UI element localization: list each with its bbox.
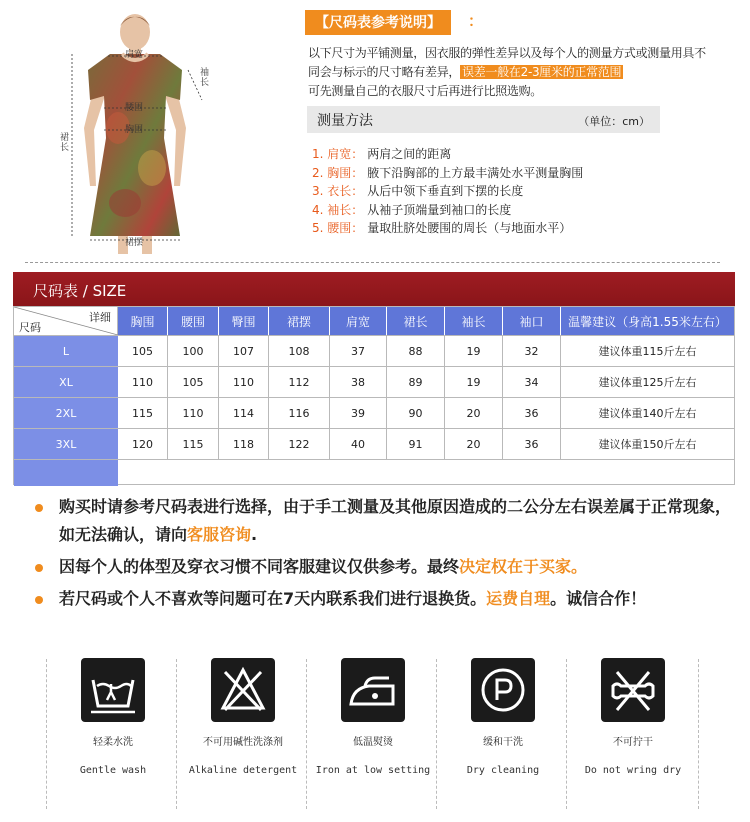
column-header: 胸围 xyxy=(118,307,168,335)
bullet-dot xyxy=(35,564,43,572)
table-cell: 36 xyxy=(503,429,561,459)
size-label-empty xyxy=(14,460,118,486)
table-cell: 112 xyxy=(269,367,330,397)
table-row xyxy=(14,335,734,366)
reference-text-part1: 以下尺寸为平铺测量，因衣服的弹性差异以及每个人的测量方式或测量用具不同会与标示的尺寸略有差异， xyxy=(308,46,706,79)
note-text: 。诚信合作！ xyxy=(550,589,647,608)
size-label: 3XL xyxy=(14,429,118,459)
waist-label: 腰围 xyxy=(125,103,144,113)
note-text: 购买时请参考尺码表进行选择，由于手工测量及其他原因造成的二公分左右误差属于正常现象， 如无法确认，请向 xyxy=(59,497,732,544)
size-label: L xyxy=(14,336,118,366)
care-label-en: Alkaline detergent xyxy=(188,765,298,776)
corner-size-label: 尺码 xyxy=(19,321,41,334)
table-row xyxy=(14,366,734,397)
table-cell: 91 xyxy=(387,429,445,459)
dress-model-illustration xyxy=(40,8,250,258)
table-cell: 114 xyxy=(219,398,269,428)
note-emphasis: 决定权在于买家。 xyxy=(459,557,588,576)
table-cell: 110 xyxy=(168,398,219,428)
method-key: 3. 衣长： xyxy=(312,184,364,198)
reference-highlight: 误差一般在2-3厘米的正常范围 xyxy=(462,65,622,79)
care-label-cn: 轻柔水洗 xyxy=(93,737,133,748)
care-divider xyxy=(306,659,307,809)
table-corner-cell xyxy=(14,307,118,335)
table-cell: 105 xyxy=(118,336,168,366)
table-cell: 建议体重125斤左右 xyxy=(598,376,697,389)
size-table-title: 尺码表 / SIZE xyxy=(33,282,127,300)
table-header-row xyxy=(14,307,734,335)
column-header: 袖口 xyxy=(503,307,561,335)
size-label: 2XL xyxy=(14,398,118,428)
chest-label: 胸围 xyxy=(125,125,144,135)
care-label-en: Do not wring dry xyxy=(584,765,682,776)
bullet-dot xyxy=(35,596,43,604)
size-table-header xyxy=(13,272,735,306)
table-cell: 108 xyxy=(269,336,330,366)
method-key: 2. 胸围： xyxy=(312,165,364,180)
method-key: 1. 肩宽： xyxy=(312,147,364,161)
reference-colon: ： xyxy=(468,12,484,30)
no-alkaline-icon xyxy=(211,658,275,722)
table-cell: 34 xyxy=(503,367,561,397)
table-row-empty xyxy=(14,459,734,485)
method-item xyxy=(312,145,672,164)
model-figure xyxy=(40,8,250,258)
care-label-cn: 不可用碱性洗涤剂 xyxy=(203,737,283,748)
dry-clean-icon xyxy=(471,658,535,722)
table-cell: 116 xyxy=(269,398,330,428)
care-item xyxy=(310,655,432,810)
column-header: 肩宽 xyxy=(330,307,387,335)
care-divider xyxy=(698,659,699,809)
care-item xyxy=(180,655,302,810)
hem-label: 裙摆 xyxy=(125,238,144,248)
table-cell: 37 xyxy=(330,336,387,366)
table-row xyxy=(14,428,734,459)
table-cell: 19 xyxy=(445,336,503,366)
method-item xyxy=(312,164,672,183)
method-key: 4. 袖长： xyxy=(312,202,364,217)
method-desc: 量取肚脐处腰围的周长（与地面水平） xyxy=(367,221,572,235)
size-table xyxy=(13,306,735,485)
care-label-en: Gentle wash xyxy=(79,765,147,776)
note-text: . xyxy=(251,525,258,544)
table-cell: 88 xyxy=(387,336,445,366)
care-item xyxy=(440,655,562,810)
note-text: 因每个人的体型及穿衣习惯不同客服建议仅供参考。最终 xyxy=(59,557,460,576)
care-divider xyxy=(566,659,567,809)
table-cell: 120 xyxy=(118,429,168,459)
method-item xyxy=(312,201,672,220)
note-item xyxy=(33,493,733,549)
method-unit: （单位：cm） xyxy=(578,115,650,128)
low-iron-icon xyxy=(341,658,405,722)
note-emphasis: 运费自理 xyxy=(486,589,551,608)
method-item xyxy=(312,219,672,238)
method-header xyxy=(307,106,660,133)
column-header: 腰围 xyxy=(168,307,219,335)
table-cell: 105 xyxy=(168,367,219,397)
table-cell: 20 xyxy=(445,398,503,428)
length-label: 裙长 xyxy=(60,133,70,153)
reference-text-part2: 可先测量自己的衣服尺寸后再进行比照选购。 xyxy=(308,84,543,98)
table-cell: 36 xyxy=(503,398,561,428)
note-item xyxy=(33,553,733,581)
table-cell: 90 xyxy=(387,398,445,428)
method-item xyxy=(312,182,672,201)
care-label-cn: 缓和干洗 xyxy=(483,737,523,748)
table-cell: 100 xyxy=(168,336,219,366)
gentle-wash-icon xyxy=(81,658,145,722)
table-cell: 110 xyxy=(118,367,168,397)
table-cell: 89 xyxy=(387,367,445,397)
table-cell: 39 xyxy=(330,398,387,428)
note-item xyxy=(33,585,733,613)
method-desc: 从后中领下垂直到下摆的长度 xyxy=(367,184,524,198)
table-cell: 19 xyxy=(445,367,503,397)
table-cell: 建议体重150斤左右 xyxy=(598,438,697,451)
care-label-en: Iron at low setting xyxy=(315,765,431,776)
column-header: 裙长 xyxy=(387,307,445,335)
reference-title: 【尺码表参考说明】 xyxy=(305,10,451,35)
shoulder-label: 肩宽 xyxy=(125,50,144,60)
care-instructions xyxy=(50,655,710,810)
table-cell: 110 xyxy=(219,367,269,397)
table-cell: 建议体重115斤左右 xyxy=(598,345,697,358)
care-item xyxy=(570,655,692,810)
care-label-cn: 低温熨烫 xyxy=(353,737,393,748)
method-key: 5. 腰围： xyxy=(312,221,364,235)
sleeve-label: 袖长 xyxy=(200,68,210,88)
column-header: 温馨建议（身高1.55米左右） xyxy=(561,307,734,335)
table-cell: 118 xyxy=(219,429,269,459)
care-label-cn: 不可拧干 xyxy=(613,737,653,748)
care-label-en: Dry cleaning xyxy=(466,765,540,776)
care-divider xyxy=(46,659,47,809)
method-desc: 腋下沿胸部的上方最丰满处水平测量胸围 xyxy=(367,165,584,180)
method-list xyxy=(312,145,672,238)
column-header: 臀围 xyxy=(219,307,269,335)
table-cell: 122 xyxy=(269,429,330,459)
table-row xyxy=(14,397,734,428)
no-wring-icon xyxy=(601,658,665,722)
table-cell: 20 xyxy=(445,429,503,459)
care-divider xyxy=(436,659,437,809)
care-divider xyxy=(176,659,177,809)
care-item xyxy=(50,655,172,810)
table-cell: 40 xyxy=(330,429,387,459)
customer-service-link[interactable]: 客服咨询 xyxy=(187,525,252,544)
table-cell: 115 xyxy=(168,429,219,459)
column-header: 袖长 xyxy=(445,307,503,335)
bullet-dot xyxy=(35,504,43,512)
column-header: 裙摆 xyxy=(269,307,330,335)
table-cell: 38 xyxy=(330,367,387,397)
table-cell: 115 xyxy=(118,398,168,428)
size-label: XL xyxy=(14,367,118,397)
corner-detail-label: 详细 xyxy=(89,311,111,324)
method-desc: 从袖子顶端量到袖口的长度 xyxy=(367,202,512,217)
reference-text xyxy=(308,44,708,101)
section-divider xyxy=(25,262,720,263)
table-cell: 建议体重140斤左右 xyxy=(598,407,697,420)
table-cell: 107 xyxy=(219,336,269,366)
method-title: 测量方法 xyxy=(317,113,373,129)
table-cell: 32 xyxy=(503,336,561,366)
method-desc: 两肩之间的距离 xyxy=(367,147,452,161)
notes xyxy=(33,493,733,613)
note-text: 若尺码或个人不喜欢等问题可在7天内联系我们进行退换货。 xyxy=(59,589,487,608)
